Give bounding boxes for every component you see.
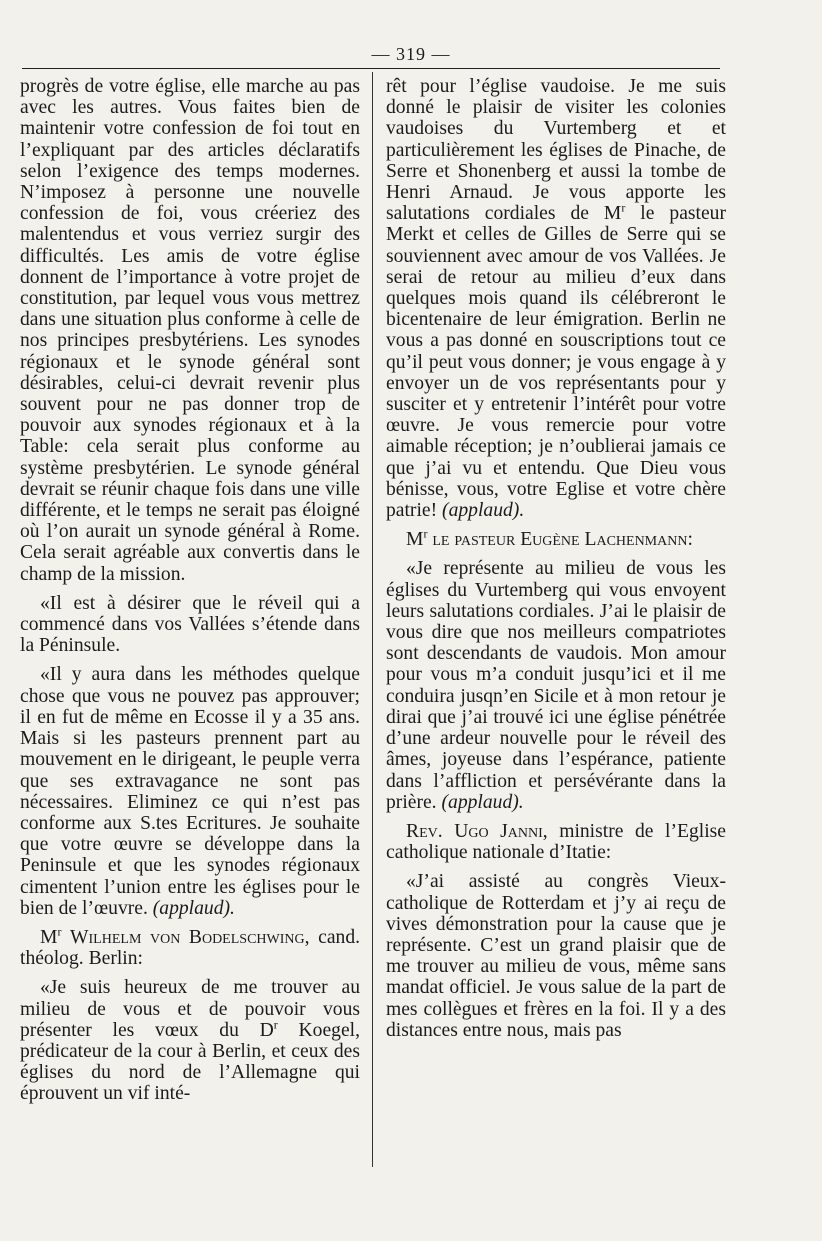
paragraph-text: «Je suis heureux de me trouver au milieu de vous et de pouvoir vous présenter les vœux du D (20, 977, 360, 1041)
left-column (20, 76, 360, 1105)
paragraph: «J’ai assisté au congrès Vieux-catholique de Rotterdam et j’y ai reçu de vives démonstration pour la cause que je représente. C’est un grand plaisir que de me trouver au milieu de vous, même sans mandat officiel. Je vous salue de la part de mes collègues et frères en la foi. Il y a des distances entre nous, mais pas (386, 871, 726, 1041)
superscript: r (621, 200, 626, 215)
speaker-name: Wilhelm von Bodelschwing, (70, 926, 310, 948)
speaker-role: ministre de l’Eglise catholique nationale d’Itatie: (386, 820, 726, 864)
paragraph: progrès de votre église, elle marche au pas avec les autres. Vous faites bien de maintenir votre confession de foi tout en l’expliquant par des articles déclaratifs selon l’exigence des temps modernes. N’imposez à personne une nouvelle confession de foi, vous créeriez des malentendus et vous verriez surgir des difficultés. Les amis de votre église donnent de l’importance à votre projet de constitution, par lequel vous vous mettrez dans une situation plus conforme à celle de nos principes presbytériens. Les synodes régionaux et le synode général sont désirables, celui-ci devrait revenir plus souvent pour ne pas donner trop de pouvoir aux synodes régionaux et à la Table: cela serait plus conforme au système presbytérien. Le synode général devrait se réunir chaque fois dans une ville différente, et le temps ne serait pas éloigné où l’on aurait un synode général à Rome. Cela serait agréable aux convertis dans le champ de la mission. (20, 76, 360, 585)
right-column (386, 76, 726, 1041)
speaker-name: Rev. Ugo Janni, (406, 820, 548, 842)
speaker-title-sup: r (423, 526, 428, 541)
paragraph (20, 664, 360, 918)
speaker-title: M (406, 529, 424, 551)
header-rule (22, 68, 720, 69)
speaker-name: le pasteur Eugène Lachenmann: (432, 529, 693, 551)
applause-note: (applaud). (441, 791, 524, 813)
page-number: — 319 — (371, 44, 451, 64)
speaker-heading (386, 821, 726, 863)
paragraph (20, 977, 360, 1104)
paragraph-text: Koegel, prédicateur de la cour à Berlin, et ceux des églises du nord de l’Allemagne qui éprouvent un vif inté- (20, 1019, 360, 1105)
paragraph: «Il est à désirer que le réveil qui a commencé dans vos Vallées s’étende dans la Péninsule. (20, 592, 360, 657)
speaker-heading (386, 526, 726, 551)
speaker-role: cand. théolog. Berlin: (20, 926, 361, 970)
speaker-heading (20, 924, 361, 970)
paragraph-text: rêt pour l’église vaudoise. Je me suis donné le plaisir de visiter les colonies vaudoises du Vurtemberg et et particulièrement les églises de Pinache, de Serre et Shonenberg et aussi la tombe de Henri Arnaud. Je vous apporte les salutations cordiales de M (386, 76, 726, 225)
applause-note: (applaud). (152, 897, 235, 919)
column-divider (372, 72, 373, 1167)
paragraph-text: «Il y aura dans les méthodes quelque chose que vous ne pouvez pas approuver; il en fut de même en Ecosse il y a 35 ans. Mais si les pasteurs prennent part au mouvement en le dirigeant, le peuple verra que ses extravagance ne sont pas nécessaires. Eliminez ce qui n’est pas conforme aux S.tes Ecritures. Je souhaite que votre œuvre se développe dans la Peninsule et que les synodes régionaux cimentent l’union entre les églises pour le bien de l’œuvre. (20, 664, 360, 919)
speaker-title: M (40, 926, 58, 948)
superscript: r (273, 1017, 278, 1032)
applause-note: (applaud). (442, 500, 525, 522)
paragraph (386, 76, 726, 521)
speaker-title-sup: r (57, 924, 62, 939)
paragraph (386, 558, 726, 812)
paragraph-text: «Je représente au milieu de vous les églises du Vurtemberg qui vous envoyent leurs salutations cordiales. J’ai le plaisir de vous dire que nos meilleurs compatriotes sont descendants de vaudois. Mon amour pour vous m’a conduit jusqu’ici et il me conduira jusqn’en Sicile et à mon retour je dirai que j’ai trouvé ici une église pénétrée d’une ardeur nouvelle pour le réveil des âmes, joyeuse dans l’espérance, patiente dans l’affliction et persévérante dans la prière. (386, 558, 726, 813)
paragraph-text: le pasteur Merkt et celles de Gilles de Serre qui se souviennent avec amour de vos Vallées. Je serai de retour au milieu d’eux dans quelques mois quand ils célébreront le bicentenaire de leur émigration. Berlin ne vous a pas donné en souscriptions tout ce qu’il peut vous donner; je vous engage à y envoyer un de vos représentants pour y susciter et y entretenir l’intérêt pour votre œuvre. Je vous remercie pour votre aimable réception; je n’oublierai jamais ce que j’ai vu et entendu. Que Dieu vous bénisse, vous, votre Eglise et votre chère patrie! (386, 203, 726, 522)
